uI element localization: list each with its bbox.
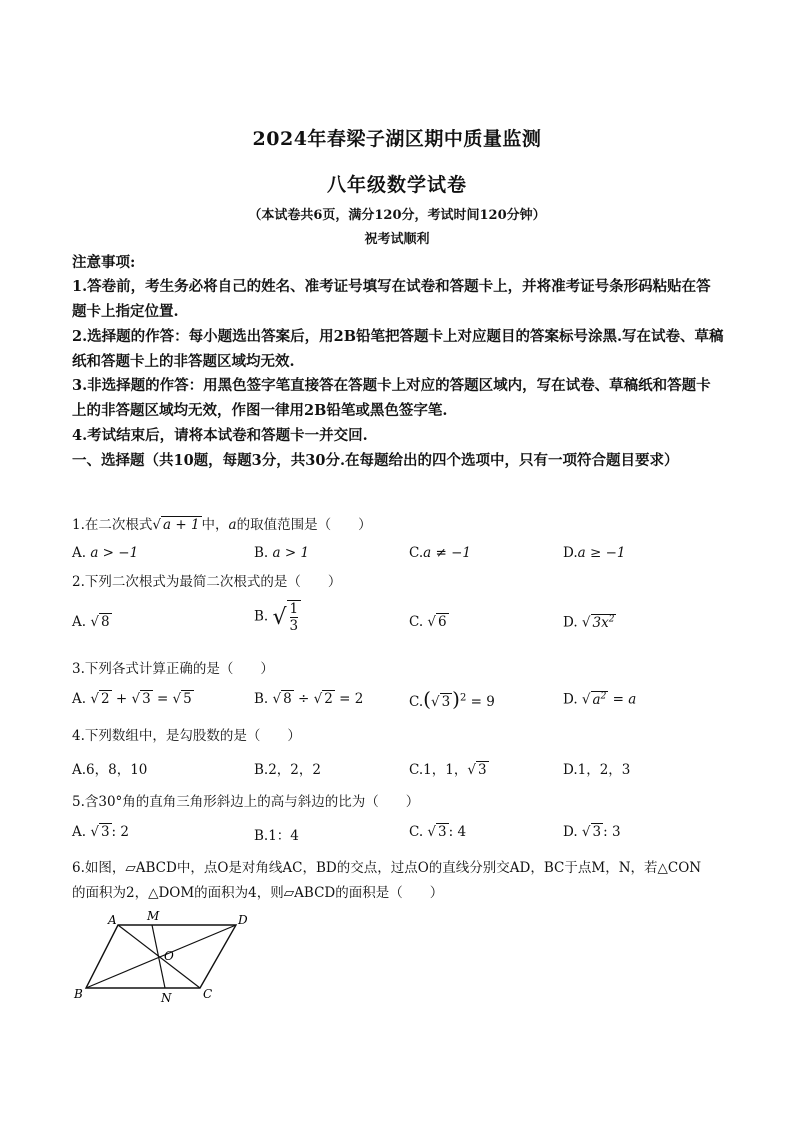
q2-b-numerator: 1: [289, 601, 299, 617]
notes-heading: 注意事项:: [72, 254, 136, 271]
q2-d-radicand: [591, 614, 617, 631]
q4-option-c-text: C.1，1，: [409, 762, 468, 778]
q3-d-r-text: a: [592, 691, 601, 708]
exam-subtitle: 八年级数学试卷: [326, 174, 467, 196]
q2-option-a-label: A.: [72, 614, 87, 630]
q2-option-c-label: C.: [409, 614, 424, 630]
q2-d-radicand-text: 3x: [592, 614, 609, 631]
exam-wish: 祝考试顺利: [364, 232, 430, 247]
q1-sqrt-sign: √: [152, 517, 161, 533]
q3-c-left-paren: (: [423, 687, 431, 711]
q5-d-radicand: [591, 824, 604, 840]
q1-radicand-text: a + 1: [163, 517, 200, 533]
note-item-3: 3.非选择题的作答：用黑色签字笔直接答在答题卡上对应的答题区域内，写在试卷、草稿纸和答题卡上的非答题区域均无效，作图一律用2B铅笔或黑色签字笔.: [72, 377, 711, 419]
q2-d-radicand-body: [591, 614, 617, 631]
label-c: C: [203, 987, 213, 1001]
q3-c-r: [440, 694, 453, 710]
q4-option-c: C.1，1，√ 3: [409, 762, 487, 778]
q5-d-ratio: : 3: [603, 824, 621, 840]
q3-a-r1-text: 2: [100, 691, 110, 707]
q5-a-radicand: [99, 824, 112, 840]
q2-b-denominator: 3: [289, 618, 299, 634]
q3-option-c-label: C.: [409, 694, 424, 710]
q3-option-a-label: A.: [72, 691, 87, 707]
q4-option-b: B.2，2，2: [254, 762, 321, 778]
exam-title: 2024年春梁子湖区期中质量监测: [252, 128, 542, 150]
q1-option-c-label: C.: [409, 545, 424, 561]
q2-a-radicand: [99, 614, 112, 630]
q3-option-b-label: B.: [254, 691, 269, 707]
parallelogram-figure: [66, 910, 256, 1005]
q3-a-r3: [181, 691, 194, 707]
label-o: O: [164, 949, 174, 963]
section-1-heading: 一、选择题（共10题，每题3分，共30分.在每题给出的四个选项中，只有一项符合题目要求）: [72, 452, 679, 469]
question-5-stem: 5.含30°角的直角三角形斜边上的高与斜边的比为（ ）: [72, 794, 420, 810]
note-item-4: 4.考试结束后，请将本试卷和答题卡一并交回.: [72, 427, 368, 444]
q4-c-radicand: [476, 762, 489, 778]
q3-option-d: D. √ $a^2 = a$: [563, 691, 637, 708]
q3-b-op: ÷: [298, 691, 310, 707]
question-3-stem: 3.下列各式计算正确的是（ ）: [72, 661, 274, 677]
q3-option-d-label: D.: [563, 691, 578, 708]
q3-b-r1: [281, 691, 294, 707]
q2-b-sqrt-sign: √: [272, 604, 287, 630]
q1-option-b: [254, 545, 309, 561]
q5-option-b: B.1：4: [254, 828, 299, 844]
q3-a-eq: =: [156, 691, 169, 707]
q5-c-ratio: : 4: [448, 824, 467, 840]
note-item-1: 1.答卷前，考生务必将自己的姓名、准考证号填写在试卷和答题卡上，并将准考证号条形码粘贴在答题卡上指定位置.: [72, 278, 711, 320]
q1-option-b-label: B.: [254, 545, 269, 561]
q1-option-a: [72, 545, 138, 561]
q3-d-exponent: 2: [600, 691, 607, 701]
q2-option-c: C. √ 6: [409, 614, 447, 630]
q5-option-c: C. √ 3 : 4: [409, 824, 467, 840]
q1-option-d: [563, 545, 625, 561]
q1-stem-mid: 中，: [201, 517, 229, 533]
q1-option-d-label: D.: [563, 545, 578, 561]
q2-c-radicand-text: 6: [438, 614, 447, 630]
question-6-stem-line1: 6.如图，▱ABCD中，点O是对角线AC，BD的交点，过点O的直线分别交AD，BC于点M，N，若△CON: [72, 860, 702, 876]
question-4-stem: 4.下列数组中，是勾股数的是（ ）: [72, 728, 301, 744]
q5-option-d: D. √ 3 : 3: [563, 824, 621, 840]
label-m: M: [147, 910, 160, 923]
q3-c-exponent: 2: [459, 692, 467, 704]
q3-a-r1: [99, 691, 112, 707]
q5-c-radicand: [436, 824, 449, 840]
q4-option-d: D.1，2，3: [563, 762, 631, 778]
q5-option-c-label: C.: [409, 824, 424, 840]
diagonal-bd: [86, 925, 236, 988]
label-d: D: [238, 913, 248, 927]
q1-stem-var: a: [228, 517, 237, 533]
note-item-2: 2.选择题的作答：每小题选出答案后，用2B铅笔把答题卡上对应题目的答案标号涂黑.写在试卷、草稿纸和答题卡上的非答题区域均无效.: [72, 328, 724, 370]
label-a: A: [108, 913, 117, 927]
q3-option-c: C.(√ 3 )$^2$ = 9: [409, 687, 495, 711]
q3-a-r2-text: 3: [142, 691, 151, 707]
q3-a-op: +: [115, 691, 128, 707]
q1-radicand: [161, 517, 202, 533]
q1-option-b-text: a > 1: [272, 545, 310, 561]
q1-option-a-label: A.: [72, 545, 87, 561]
q2-option-b: [254, 600, 301, 634]
q2-option-a: A. √ 8: [72, 614, 110, 630]
q2-option-b-label: B.: [254, 608, 269, 625]
q5-a-ratio: : 2: [111, 824, 129, 840]
q4-c-radicand-text: 3: [477, 762, 487, 778]
q3-d-r-body: [591, 691, 609, 708]
q3-d-eq: =: [612, 691, 624, 708]
q5-option-a-label: A.: [72, 824, 87, 840]
q3-b-r2-text: 2: [324, 691, 333, 707]
q3-a-r2: [140, 691, 153, 707]
q3-c-eq: = 9: [470, 694, 495, 710]
q5-d-radicand-text: 3: [592, 824, 602, 840]
q2-b-fraction: [287, 600, 302, 634]
q1-option-c-text: a ≠ −1: [423, 545, 471, 561]
question-1-stem: [72, 513, 372, 533]
q1-option-a-text: a > −1: [90, 545, 139, 561]
q2-c-radicand: [436, 614, 449, 630]
q5-option-a: A. √ 3 : 2: [72, 824, 129, 840]
q3-a-r3-text: 5: [183, 691, 192, 707]
question-2-stem: 2.下列二次根式为最简二次根式的是（ ）: [72, 574, 342, 590]
q2-option-d-label: D.: [563, 614, 578, 631]
q2-option-d: D. √ $3x^2$: [563, 614, 615, 631]
q1-stem-prefix: 1.在二次根式: [72, 517, 153, 533]
q3-b-eq: = 2: [339, 691, 364, 707]
q5-option-d-label: D.: [563, 824, 578, 840]
q3-c-r-text: 3: [441, 694, 451, 710]
q3-d-r: [591, 691, 609, 708]
question-6-stem-line2: 的面积为2，△DOM的面积为4，则▱ABCD的面积是（ ）: [72, 885, 444, 901]
q4-option-a: A.6，8，10: [72, 762, 148, 778]
q3-d-value: a: [628, 691, 637, 708]
label-n: N: [161, 991, 172, 1005]
q2-a-radicand-text: 8: [100, 614, 110, 630]
q3-option-b: B. √ 8 ÷ √ 2 = 2: [254, 691, 364, 707]
q5-a-radicand-text: 3: [100, 824, 110, 840]
q2-d-exponent: 2: [608, 614, 615, 624]
q1-stem-post: 的取值范围是（ ）: [236, 517, 372, 533]
q1-option-c: [409, 545, 471, 561]
q3-c-right-paren: ): [452, 687, 460, 711]
q5-c-radicand-text: 3: [438, 824, 447, 840]
label-b: B: [74, 987, 83, 1001]
q3-b-r1-text: 8: [283, 691, 292, 707]
q1-option-d-text: a ≥ −1: [577, 545, 626, 561]
q3-option-a: A. √ 2 + √ 3 = √ 5: [72, 691, 192, 707]
exam-info: （本试卷共6页，满分120分，考试时间120分钟）: [248, 208, 546, 223]
q3-b-r2: [322, 691, 335, 707]
